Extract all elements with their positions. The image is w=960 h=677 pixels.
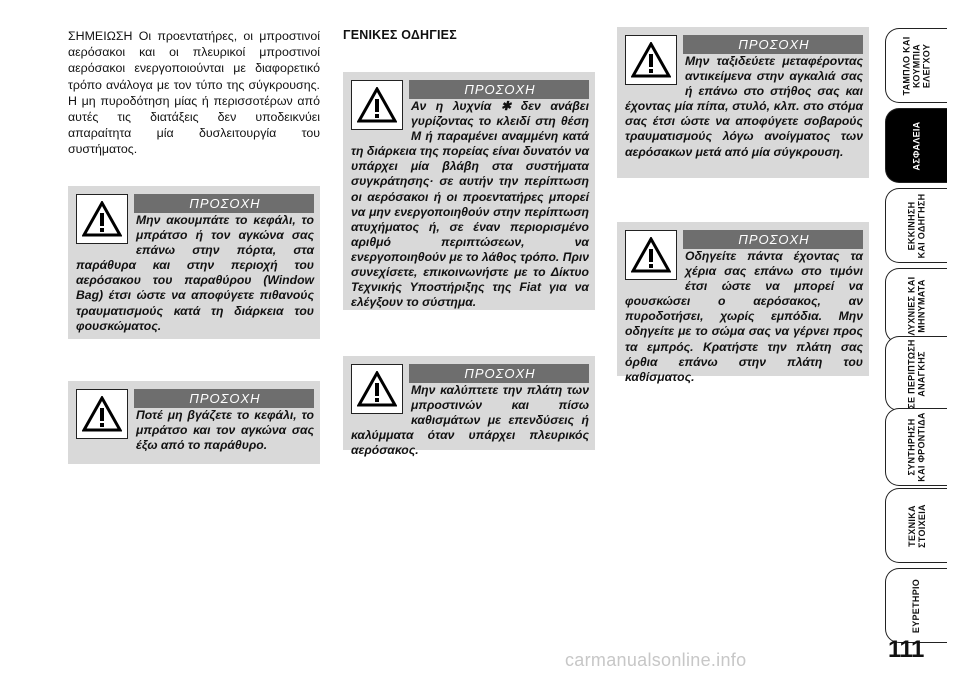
tab-index[interactable] [885,568,947,643]
warning-box-window [68,381,320,464]
warning-box-head-arm [68,186,320,339]
watermark: carmanualsonline.info [565,650,747,670]
tab-starting-driving[interactable] [885,188,947,263]
warning-box-hands-wheel [617,222,869,384]
warning-label: ΠΡΟΣΟΧΗ [409,80,589,99]
warning-box-objects-lap [617,27,869,178]
warning-label: ΠΡΟΣΟΧΗ [134,194,314,213]
section-title: ΓΕΝΙΚΕΣ ΟΔΗΓΙΕΣ [343,28,457,42]
tab-dashboard-controls[interactable] [885,28,947,103]
note-paragraph: ΣΗΜΕΙΩΣΗ Οι προεντατήρες, οι μπροστινοί αερόσακοι και οι πλευρικοί μπροστινοί αερόσακοι ενεργοποιούνται με διαφορετικό τρόπο ανάλογα με τον τύπο της σύγκρουσης. Η μη πυροδότηση μίας ή περισσοτέρων από αυτές τις διατάξεις δεν υποδεικνύει απαραίτητα μία δυσλειτουργία του συστήματος. [68,29,320,157]
tab-label: ΕΚΚΙΝΗΣΗ ΚΑΙ ΟΔΗΓΗΣΗ [906,193,927,258]
warning-label: ΠΡΟΣΟΧΗ [683,230,863,249]
tab-technical-data[interactable] [885,488,947,563]
warning-text: Αν η λυχνία ✱ δεν ανάβει γυρίζοντας το κλειδί στη θέση Μ ή παραμένει αναμμένη κατά τη διάρκεια της πορείας είναι δυνατόν να υπάρχει μία βλάβη στα συστήματα συγκράτησης· σε αυτήν την περίπτωση οι αερόσακοι ή οι προεντατήρες μπορεί να μην ενεργοποιηθούν στην περίπτωση ατυχήματος ή, σε έναν περιορισμένο αριθμό περιπτώσεων, να ενεργοποιηθούν με το λάθος τρόπο. Πριν συνεχίσετε, επικοινωνήστε με το Δίκτυο Τεχνικής Υποστήριξης της Fiat για να ελέγξουν το σύστημα. [351,99,589,310]
warning-box-seat-covers [343,356,595,458]
warning-label: ΠΡΟΣΟΧΗ [134,389,314,408]
warning-text: Μην ακουμπάτε το κεφάλι, το μπράτσο ή τον αγκώνα σας επάνω στην πόρτα, στα παράθυρα και στην περιοχή του αερόσακου του παραθύρου (Window Bag) έτσι ώστε να αποφύγετε πιθανούς τραυματισμούς κατά τη διάρκεια του φουσκώματος. [76,213,314,333]
warning-triangle-icon [351,364,403,414]
warning-triangle-icon [76,194,128,244]
warning-text: Μην καλύπτετε την πλάτη των μπροστινών και πίσω καθισμάτων με επενδύσεις ή καλύμματα όταν υπάρχει πλευρικός αερόσακος. [351,383,589,458]
tab-label: ΛΥΧΝΙΕΣ ΚΑΙ ΜΗΝΥΜΑΤΑ [906,276,927,335]
tab-label: ΤΑΜΠΛΟ ΚΑΙ ΚΟΥΜΠΙΑ ΕΛΕΓΧΟΥ [901,35,932,96]
warning-label: ΠΡΟΣΟΧΗ [409,364,589,383]
warning-text: Οδηγείτε πάντα έχοντας τα χέρια σας επάνω στο τιμόνι έτσι ώστε να μπορεί να φουσκώσει ο αερόσακος, αν πυροδοτήσει, χωρίς εμπόδια. Μην οδηγείτε με το σώμα σας να γέρνει προς τα εμπρός. Κρατήστε την πλάτη σας όρθια επάνω στην πλάτη του καθίσματος. [625,249,863,384]
tab-label: ΣΕ ΠΕΡΙΠΤΩΣΗ ΑΝΑΓΚΗΣ [906,338,927,409]
warning-triangle-icon [76,389,128,439]
warning-label: ΠΡΟΣΟΧΗ [683,35,863,54]
tab-lights-messages[interactable] [885,268,947,343]
tab-safety[interactable] [885,108,947,183]
tab-emergency[interactable] [885,336,947,411]
warning-box-indicator-light [343,72,595,310]
warning-text: Μην ταξιδεύετε μεταφέροντας αντικείμενα στην αγκαλιά σας ή επάνω στο στήθος σας και έχοντας μία πίπα, στυλό, κλπ. στο στόμα σας έτσι ώστε να αποφύγετε σοβαρούς τραυματισμούς λόγω ανοίγματος των αερόσακων μετά από μία σύγκρουση. [625,54,863,159]
warning-triangle-icon [625,35,677,85]
tab-label: ΑΣΦΑΛΕΙΑ [911,121,922,170]
warning-triangle-icon [351,80,403,130]
tab-label: ΤΕΧΝΙΚΑ ΣΤΟΙΧΕΙΑ [906,503,927,548]
tab-label: ΣΥΝΤΗΡΗΣΗ ΚΑΙ ΦΡΟΝΤΙΔΑ [906,412,927,482]
page-number: 111 [888,636,924,663]
warning-triangle-icon [625,230,677,280]
warning-text: Ποτέ μη βγάζετε το κεφάλι, το μπράτσο και τον αγκώνα σας έξω από το παράθυρο. [136,408,314,453]
tab-maintenance-care[interactable] [885,408,947,486]
tab-label: ΕΥΡΕΤΗΡΙΟ [911,578,922,633]
